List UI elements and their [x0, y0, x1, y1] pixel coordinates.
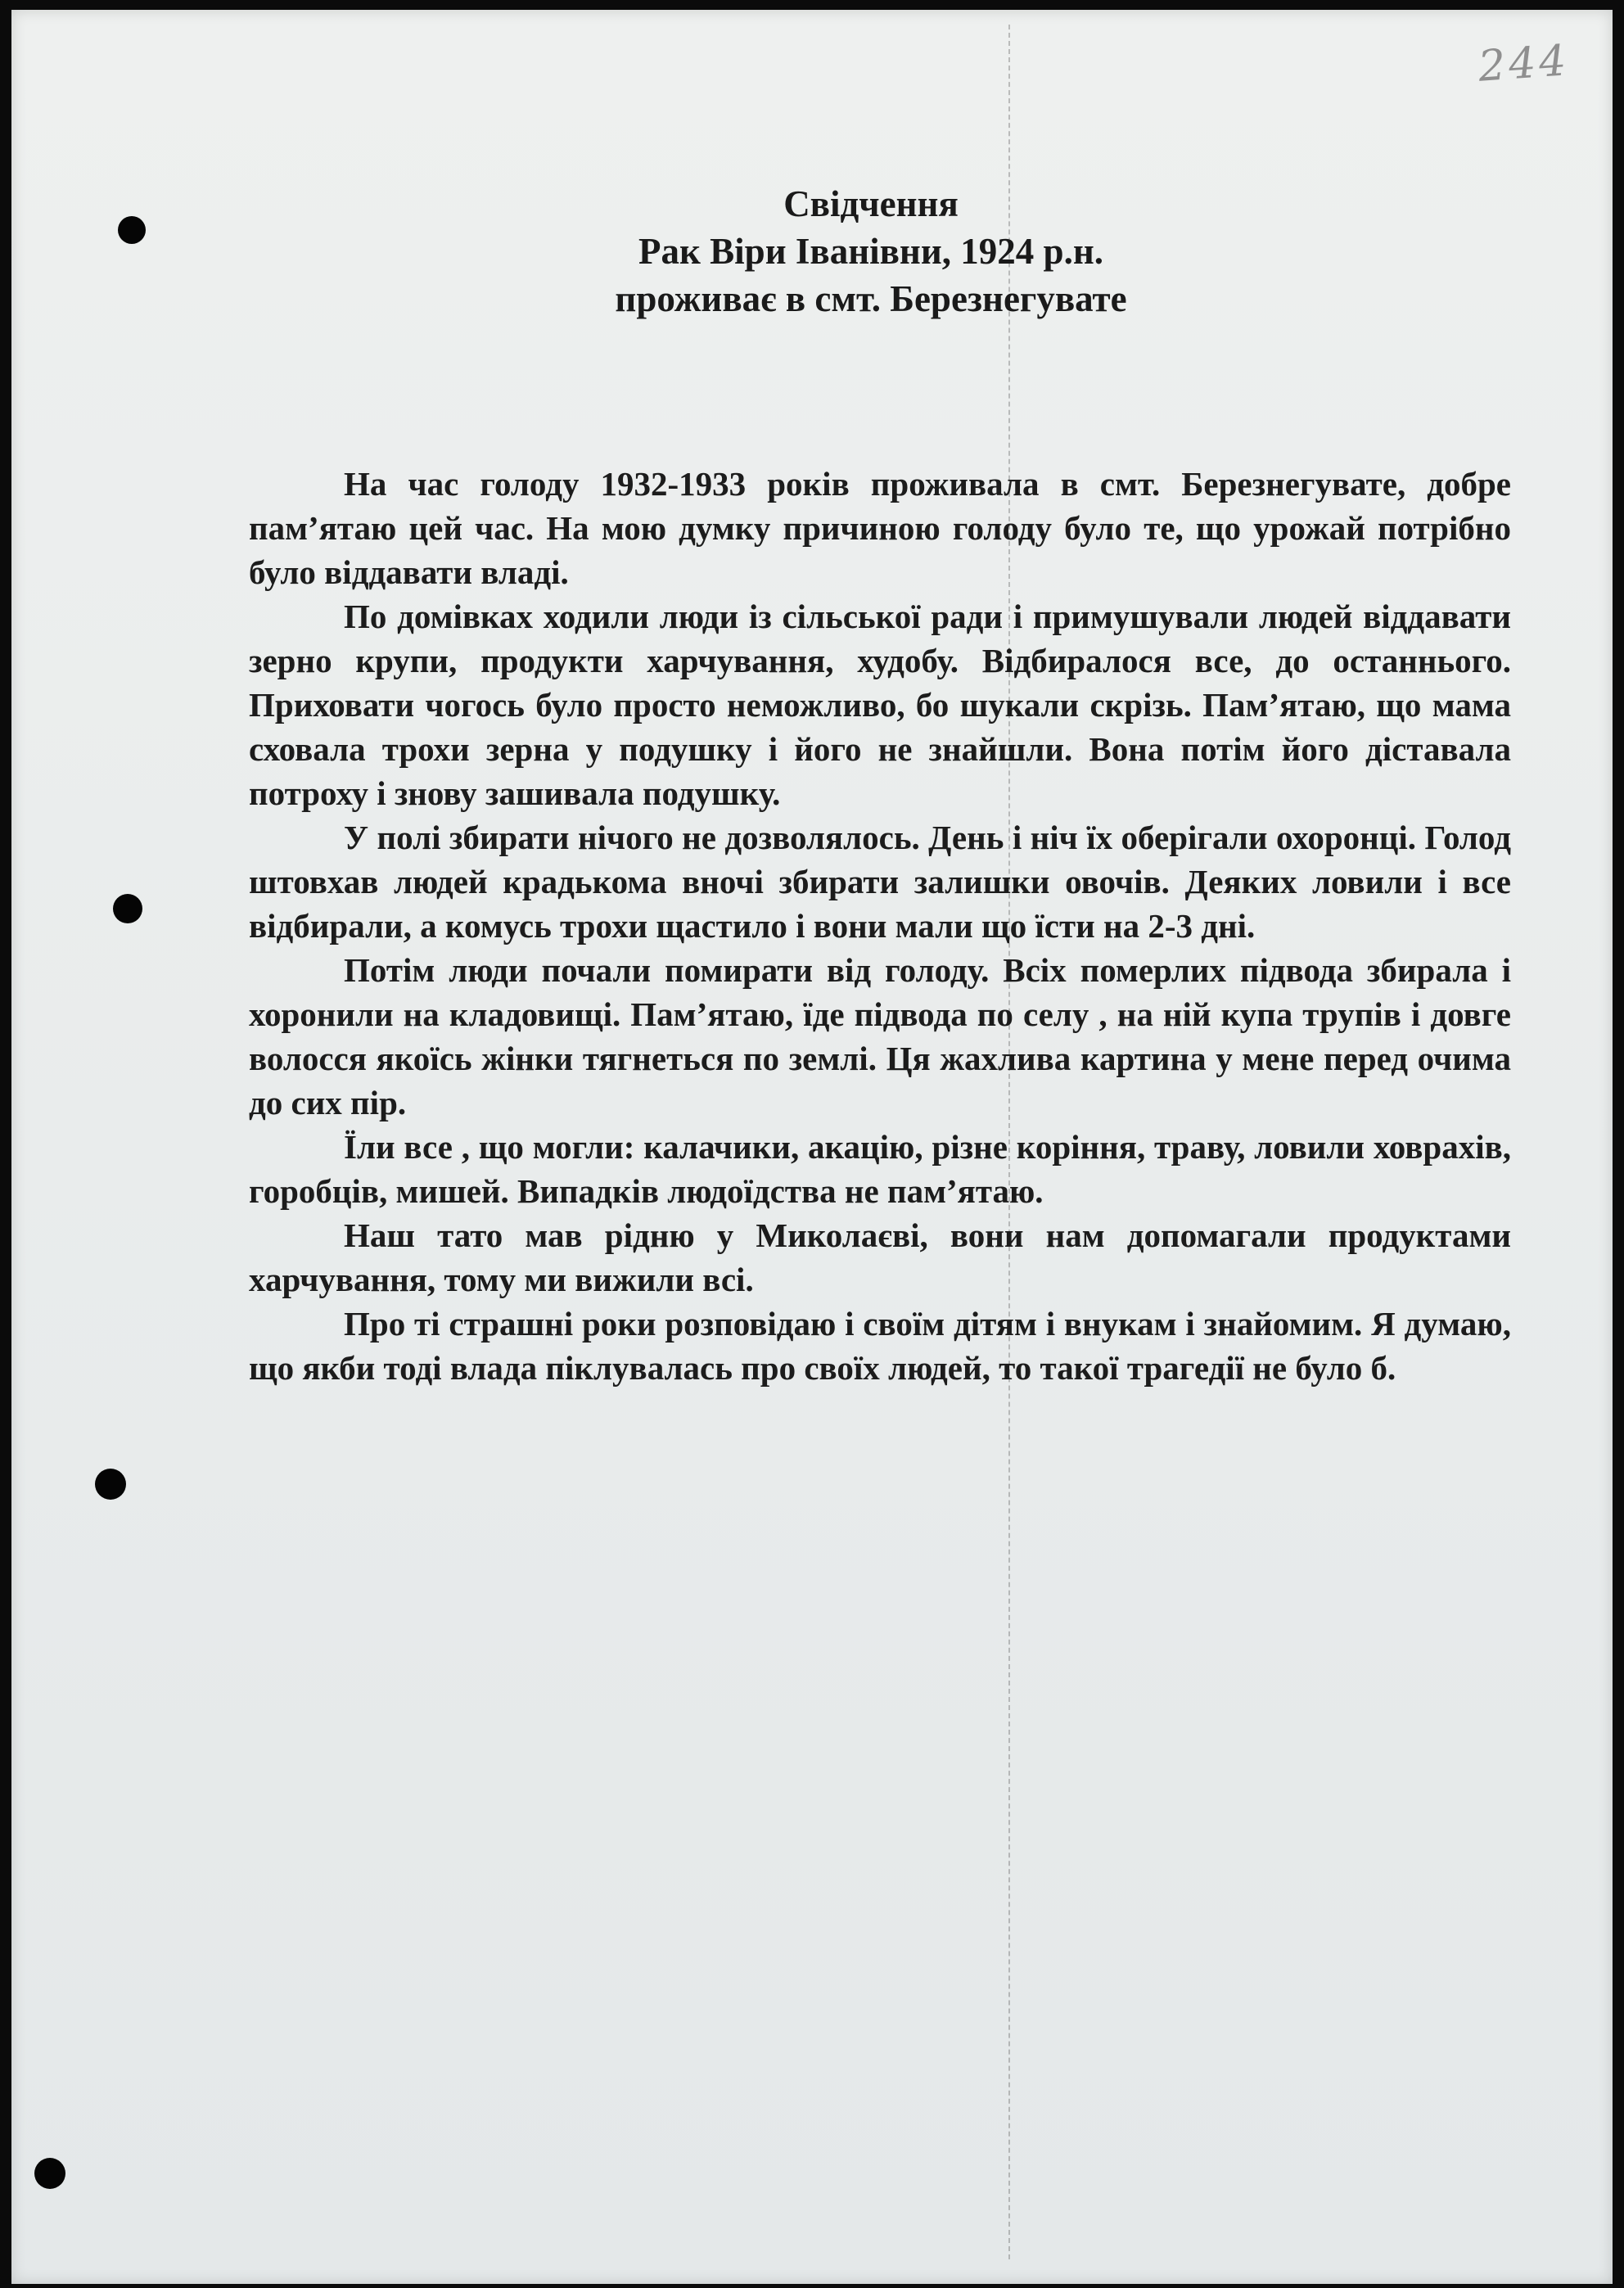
- document-header: [11, 180, 1624, 323]
- paragraph: Наш тато мав рідню у Миколаєві, вони нам допомагали продуктами харчування, тому ми вижили всі.: [249, 1216, 1511, 1298]
- witness-name: Рак Віри Іванівни, 1924 р.н.: [638, 231, 1103, 272]
- handwritten-page-number: 244: [1477, 36, 1572, 92]
- punch-hole: [113, 894, 142, 923]
- document-title: Свідчення: [783, 183, 959, 224]
- document-page: [11, 10, 1613, 2284]
- paragraph: Потім люди почали помирати від голоду. Всіх померлих підвода збирала і хоронили на кладовищі. Пам’ятаю, їде підвода по селу , на ній купа трупів і довге волосся якоїсь жінки тягнеться по землі. Ця жахлива картина у мене перед очима до сих пір.: [249, 951, 1511, 1121]
- paragraph: По домівках ходили люди із сільської ради і примушували людей віддавати зерно крупи, продукти харчування, худобу. Відбиралося все, до останнього. Приховати чогось було просто неможливо, бо шукали скрізь. Пам’ятаю, що мама сховала трохи зерна у подушку і його не знайшли. Вона потім його діставала потроху і знову зашивала подушку.: [249, 598, 1511, 812]
- paragraph: Про ті страшні роки розповідаю і своїм дітям і внукам і знайомим. Я думаю, що якби тоді влада піклувалась про своїх людей, то такої трагедії не було б.: [249, 1305, 1511, 1387]
- witness-residence: проживає в смт. Березнегувате: [615, 278, 1127, 319]
- punch-hole: [95, 1469, 126, 1500]
- paragraph: На час голоду 1932-1933 років проживала в смт. Березнегувате, добре пам’ятаю цей час. На мою думку причиною голоду було те, що урожай потрібно було віддавати владі.: [249, 465, 1511, 591]
- paragraph: У полі збирати нічого не дозволялось. День і ніч їх оберігали охоронці. Голод штовхав людей крадькома вночі збирати залишки овочів. Деяких ловили і все відбирали, а комусь трохи щастило і вони мали що їсти на 2-3 дні.: [249, 819, 1511, 945]
- punch-hole: [34, 2158, 65, 2189]
- paragraph: Їли все , що могли: калачики, акацію, різне коріння, траву, ловили ховрахів, горобців, мишей. Випадків людоїдства не пам’ятаю.: [249, 1128, 1511, 1210]
- testimony-body: [249, 462, 1511, 1390]
